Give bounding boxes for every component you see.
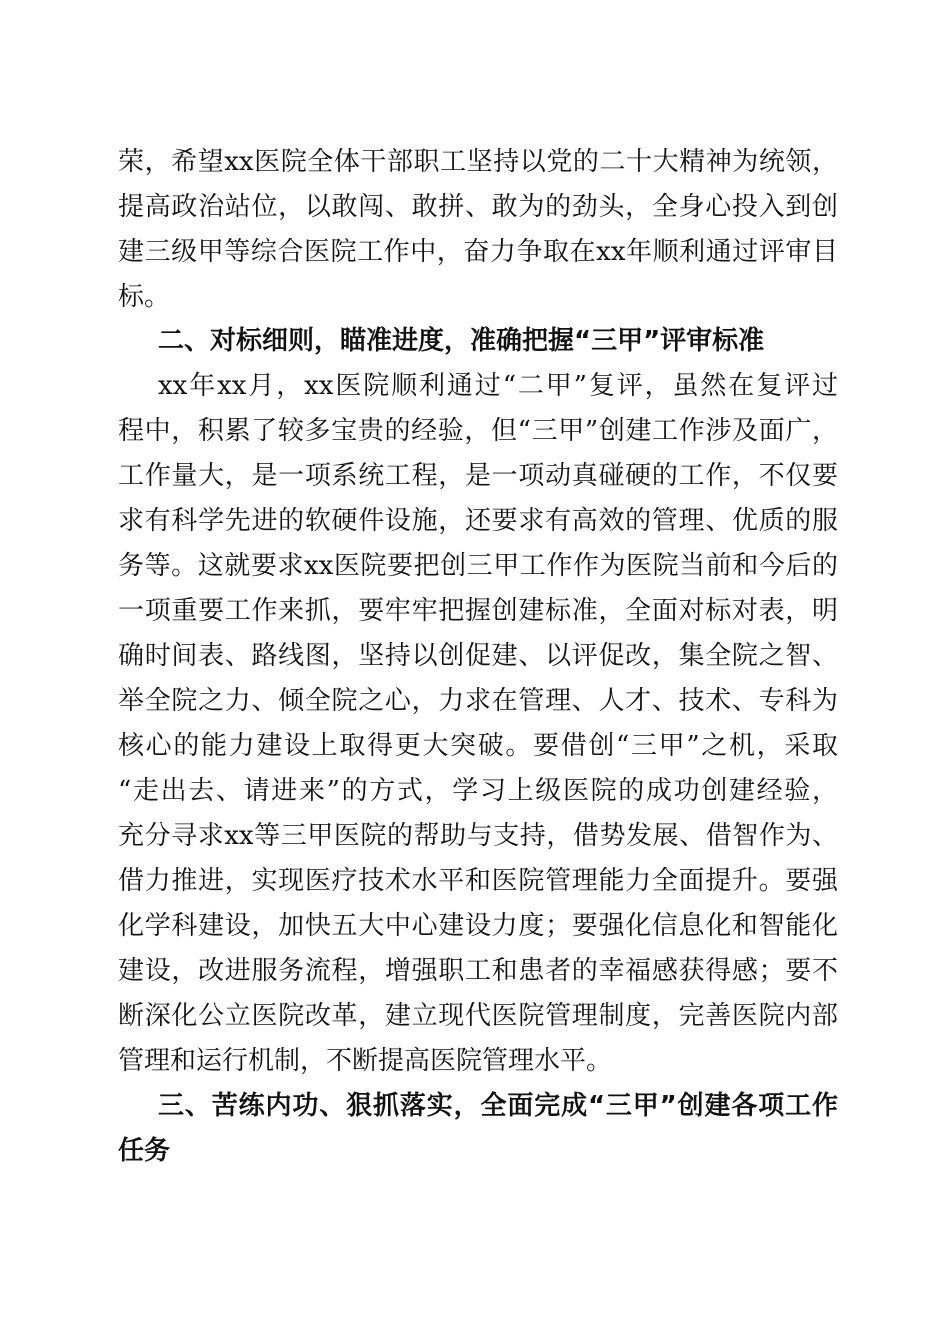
paragraph-2-line-9: 核心的能力建设上取得更大突破。要借创“三甲”之机，采取 xyxy=(118,731,838,761)
paragraph-1-line-2: 提高政治站位，以敢闯、敢拼、敢为的劲头，全身心投入到创 xyxy=(118,192,838,222)
paragraph-2-line-3: 工作量大，是一项系统工程，是一项动真碰硬的工作，不仅要 xyxy=(118,461,838,491)
paragraph-2-line-2: 程中，积累了较多宝贵的经验，但“三甲”创建工作涉及面广， xyxy=(118,416,838,446)
paragraph-2-line-16: 管理和运行机制，不断提高医院管理水平。 xyxy=(118,1046,613,1076)
paragraph-2-line-14: 建设，改进服务流程，增强职工和患者的幸福感获得感；要不 xyxy=(118,956,838,986)
paragraph-1-line-1: 荣，希望xx医院全体干部职工坚持以党的二十大精神为统领， xyxy=(118,147,838,177)
paragraph-2-line-11: 充分寻求xx等三甲医院的帮助与支持，借势发展、借智作为、 xyxy=(118,821,838,851)
paragraph-1-line-4: 标。 xyxy=(118,282,171,312)
section-heading-3-line-1: 三、苦练内功、狠抓落实，全面完成“三甲”创建各项工作 xyxy=(158,1091,838,1121)
section-heading-3-line-2: 任务 xyxy=(118,1136,171,1166)
paragraph-2-line-1: xx年xx月，xx医院顺利通过“二甲”复评，虽然在复评过 xyxy=(158,371,838,401)
section-heading-2: 二、对标细则，瞄准进度，准确把握“三甲”评审标准 xyxy=(158,326,765,356)
paragraph-2-line-5: 务等。这就要求xx医院要把创三甲工作作为医院当前和今后的 xyxy=(118,551,838,581)
paragraph-2-line-13: 化学科建设，加快五大中心建设力度；要强化信息化和智能化 xyxy=(118,911,838,941)
paragraph-2-line-7: 确时间表、路线图，坚持以创促建、以评促改，集全院之智、 xyxy=(118,641,838,671)
paragraph-1-line-3: 建三级甲等综合医院工作中，奋力争取在xx年顺利通过评审目 xyxy=(118,237,838,267)
paragraph-2-line-8: 举全院之力、倾全院之心，力求在管理、人才、技术、专科为 xyxy=(118,686,838,716)
paragraph-2-line-10: “走出去、请进来”的方式，学习上级医院的成功创建经验， xyxy=(118,776,838,806)
paragraph-2-line-12: 借力推进，实现医疗技术水平和医院管理能力全面提升。要强 xyxy=(118,866,838,896)
paragraph-2-line-15: 断深化公立医院改革，建立现代医院管理制度，完善医院内部 xyxy=(118,1001,838,1031)
paragraph-2-line-4: 求有科学先进的软硬件设施，还要求有高效的管理、优质的服 xyxy=(118,506,838,536)
paragraph-2-line-6: 一项重要工作来抓，要牢牢把握创建标准，全面对标对表，明 xyxy=(118,596,838,626)
